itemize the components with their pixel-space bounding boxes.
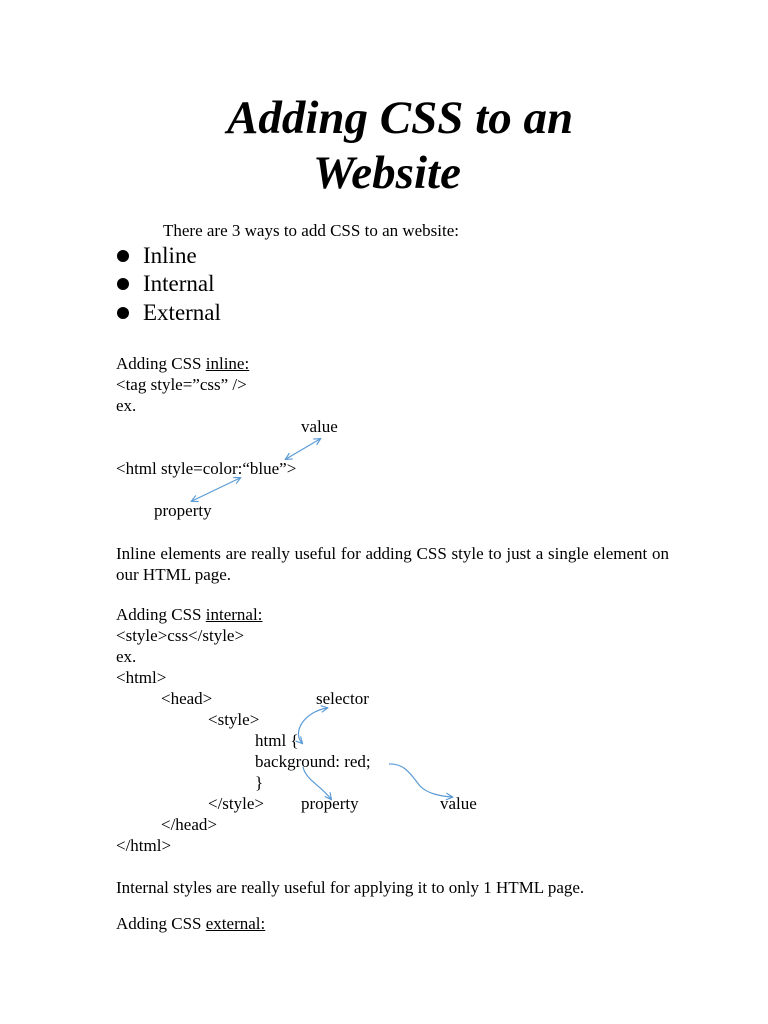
selector-arrow-icon — [298, 708, 327, 743]
page-title-line-2: Website — [313, 147, 461, 199]
property-arrow-icon — [192, 478, 240, 501]
code-line-style-close: </style> — [208, 794, 265, 813]
external-heading — [116, 914, 265, 934]
internal-value-annotation: value — [440, 794, 477, 813]
bullet-icon — [117, 307, 129, 319]
code-line-close-brace: } — [255, 773, 264, 792]
internal-value-arrow-icon — [389, 764, 452, 797]
bullet-icon — [117, 250, 129, 262]
inline-ex-label: ex. — [116, 396, 137, 415]
internal-selector-annotation: selector — [316, 689, 369, 708]
inline-syntax: <tag style=”css” /> — [116, 375, 247, 394]
internal-property-annotation: property — [301, 794, 359, 813]
external-heading-keyword: external: — [205, 914, 266, 933]
bullet-label: External — [143, 300, 221, 325]
code-line-head-open: <head> — [161, 689, 213, 708]
inline-code-example: <html style=color:“blue”> — [116, 459, 297, 478]
internal-heading — [116, 605, 262, 625]
internal-heading-keyword: internal: — [205, 605, 263, 624]
internal-ex-label: ex. — [116, 647, 137, 666]
code-line-style-open: <style> — [208, 710, 260, 729]
internal-syntax: <style>css</style> — [116, 626, 245, 645]
inline-value-annotation: value — [301, 417, 338, 436]
inline-heading — [116, 354, 249, 374]
external-heading-prefix: Adding CSS — [116, 914, 206, 933]
code-line-html-close: </html> — [116, 836, 172, 855]
inline-description: Inline elements are really useful for adding CSS style to just a single element on our HTML page. — [116, 544, 669, 584]
code-line-declaration: background: red; — [255, 752, 371, 771]
inline-heading-keyword: inline: — [205, 354, 250, 373]
code-line-html-open: <html> — [116, 668, 167, 687]
code-line-selector: html { — [255, 731, 299, 750]
code-line-head-close: </head> — [161, 815, 217, 834]
inline-property-annotation: property — [154, 501, 212, 520]
bullet-label: Inline — [143, 243, 197, 268]
internal-heading-prefix: Adding CSS — [116, 605, 206, 624]
value-arrow-icon — [286, 439, 320, 459]
bullet-icon — [117, 278, 129, 290]
inline-heading-prefix: Adding CSS — [116, 354, 206, 373]
page-title-line-1: Adding CSS to an — [227, 92, 574, 144]
intro-text: There are 3 ways to add CSS to an website: — [163, 221, 460, 240]
internal-description: Internal styles are really useful for applying it to only 1 HTML page. — [116, 878, 585, 897]
bullet-label: Internal — [143, 271, 215, 296]
